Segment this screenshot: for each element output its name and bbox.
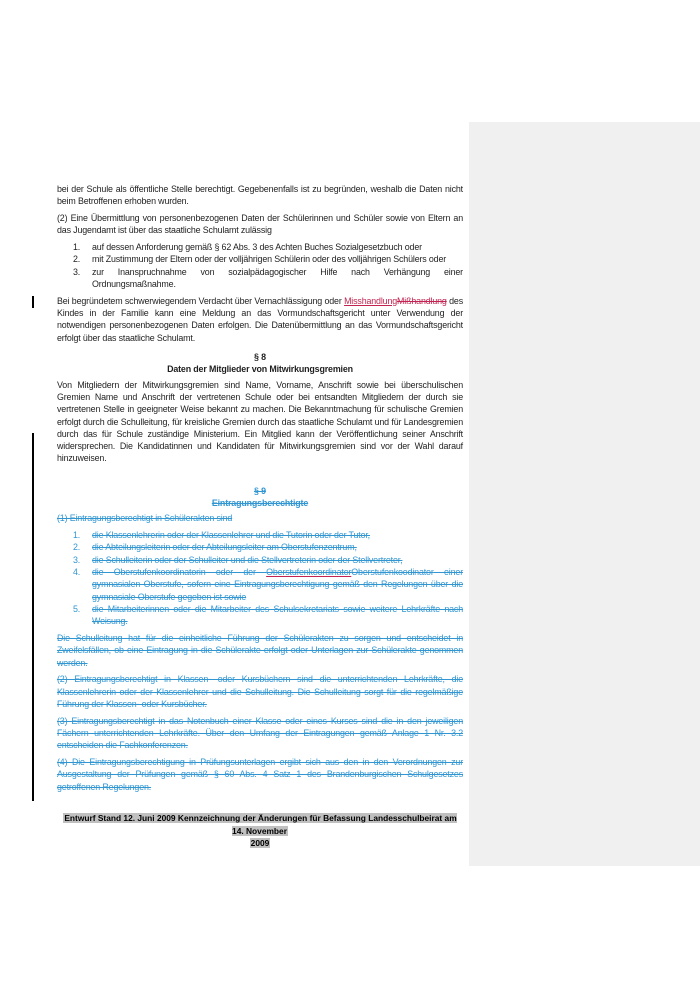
list-item <box>57 253 463 265</box>
list-item-text: die Klassenlehrerin oder der Klassenlehrer und die Tutorin oder der Tutor, <box>92 530 370 541</box>
change-bar <box>32 433 34 801</box>
deleted-text: Oberstufenkoodinator <box>351 567 434 578</box>
list-item-text: die Mitarbeiterinnen oder die Mitarbeiter des Schulsekretariats sowie weitere Lehrkräfte nach Weisung. <box>92 603 463 627</box>
list-item-text: die Schulleiterin oder der Schulleiter und die Stellvertreterin oder der Stellvertreter, <box>92 554 403 565</box>
list-number: 4. <box>73 567 81 578</box>
section-8-heading <box>57 351 463 376</box>
paragraph-s9-absatz-3-deleted: (3) Eintragungsberechtigt in das Notenbuch einer Klasse oder eines Kurses sind die in den jeweiligen Fächern unterrichtenden Lehrkräfte. Über den Umfang der Eintragungen gemäß Anlage 1 Nr. 3.2 entscheiden die Fachkonferenzen. <box>57 715 463 751</box>
numbered-list-eintragung-deleted <box>57 529 463 627</box>
list-item <box>57 541 463 553</box>
list-item-text: auf dessen Anforderung gemäß § 62 Abs. 3 des Achten Buches Sozialgesetzbuch oder <box>92 242 422 253</box>
paragraph-intro: bei der Schule als öffentliche Stelle berechtigt. Gegebenenfalls ist zu begründen, weshalb die Daten nicht beim Betroffenen erhoben wurden. <box>57 184 463 207</box>
paragraph-s9-absatz-4-deleted: (4) Die Eintragungsberechtigung in Prüfungsunterlagen ergibt sich aus den in den Verordnungen zur Ausgestaltung der Prüfungen gemäß § 60 Abs. 4 Satz 1 des Brandenburgischen Schulgesetzes getroffenen Regelungen. <box>57 757 463 792</box>
list-number: 2. <box>73 254 81 265</box>
list-number: 1. <box>73 242 81 253</box>
text-before-change: Bei begründetem schwerwiegendem Verdacht über Vernachlässigung oder <box>57 295 345 306</box>
list-item <box>57 603 463 628</box>
inserted-text: Misshandlung <box>344 295 398 306</box>
list-item <box>57 554 463 566</box>
text-after-change: einer gymnasialen Oberstufe, sofern eine Eintragungsberechtigung gemäß den Regelungen über die gymnasiale Oberstufe gegeben ist sowie <box>92 567 463 602</box>
text-before-change: die Oberstufenkoordinatorin oder der <box>92 567 267 578</box>
adjacent-panel <box>469 122 700 866</box>
list-number: 1. <box>73 530 81 541</box>
document-footer <box>57 812 463 850</box>
footer-line-1: Entwurf Stand 12. Juni 2009 Kennzeichnung der Änderungen für Befassung Landesschulbeirat am 14. November <box>64 813 457 836</box>
section-9-heading-deleted <box>57 485 463 510</box>
list-number: 2. <box>73 542 81 553</box>
paragraph-s9-schulleitung-deleted: Die Schulleitung hat für die einheitliche Führung der Schülerakten zu sorgen und entscheidet in Zweifelsfällen, ob eine Eintragung in die Schülerakte erfolgt oder Unterlagen zur Schülerakte genommen werden. <box>57 633 463 668</box>
list-item <box>57 266 463 291</box>
list-item-text: die Abteilungsleiterin oder der Abteilungsleiter am Oberstufenzentrum, <box>92 542 357 553</box>
change-bar <box>32 296 34 308</box>
paragraph-s9-absatz-2-deleted: (2) Eintragungsberechtigt in Klassen- oder Kursbüchern sind die unterrichtenden Lehrkräfte, die Klassenlehrerin oder der Klassenlehrer und die Schulleitung. Die Schulleitung sorgt für die regelmäßige Führung der Klassen- oder Kursbücher. <box>57 674 463 709</box>
numbered-list-data-transfer <box>57 241 463 290</box>
list-item-with-change <box>57 566 463 603</box>
list-item-text: zur Inanspruchnahme von sozialpädagogischer Hilfe nach Verhängung einer Ordnungsmaßnahme. <box>92 266 463 290</box>
section-8-title: Daten der Mitglieder von Mitwirkungsgremien <box>167 364 353 375</box>
paragraph-verdacht <box>57 295 463 344</box>
section-9-title: Eintragungsberechtigte <box>211 498 309 509</box>
list-item-text: mit Zustimmung der Eltern oder der volljährigen Schülerin oder des volljährigen Schülers oder <box>92 254 447 265</box>
list-number: 3. <box>73 266 81 277</box>
text-after-change: des Kindes in der Familie kann eine Meldung an das Vormundschaftsgericht unter Verwendung der notwendigen personenbezogenen Daten erfolgen. Die Datenübermittlung an das Vormundschaftsgericht erfolgt über das staatliche Schulamt. <box>57 295 463 343</box>
paragraph-absatz-2: (2) Eine Übermittlung von personenbezogenen Daten der Schülerinnen und Schüler sowie von Eltern an das Jugendamt ist über das staatliche Schulamt zulässig <box>57 213 463 236</box>
paragraph-section-8-body: Von Mitgliedern der Mitwirkungsgremien sind Name, Vorname, Anschrift sowie bei überschulischen Gremien Name und Anschrift der vertretenen Schule oder bei entsandten Mitgliedern der durch sie vertretenen Stelle in geeigneter Weise bekannt zu machen. Die Bekanntmachung für schulische Gremien erfolgt durch die Schulleitung, für kreisliche Gremien durch das staatliche Schulamt und für Landesgremien durch das für Schule zuständige Ministerium. Ein Mitglied kann der Veröffentlichung seiner Anschrift widersprechen. Die Kandidatinnen und Kandidaten für Mitwirkungsgremien sind vor der Wahl darauf hinzuweisen. <box>57 379 463 464</box>
list-item <box>57 529 463 541</box>
paragraph-s9-absatz-1-deleted: (1) Eintragungsberechtigt in Schülerakten sind <box>57 513 233 524</box>
page-content <box>57 183 463 798</box>
list-number: 5. <box>73 603 81 614</box>
deleted-text: Mißhandlung <box>397 295 447 306</box>
section-8-number: § 8 <box>254 352 266 363</box>
footer-line-2: 2009 <box>250 838 270 848</box>
inserted-text: Oberstufenkoordinator <box>266 567 352 578</box>
list-number: 3. <box>73 554 81 565</box>
list-item <box>57 241 463 253</box>
section-9-number: § 9 <box>254 485 266 496</box>
